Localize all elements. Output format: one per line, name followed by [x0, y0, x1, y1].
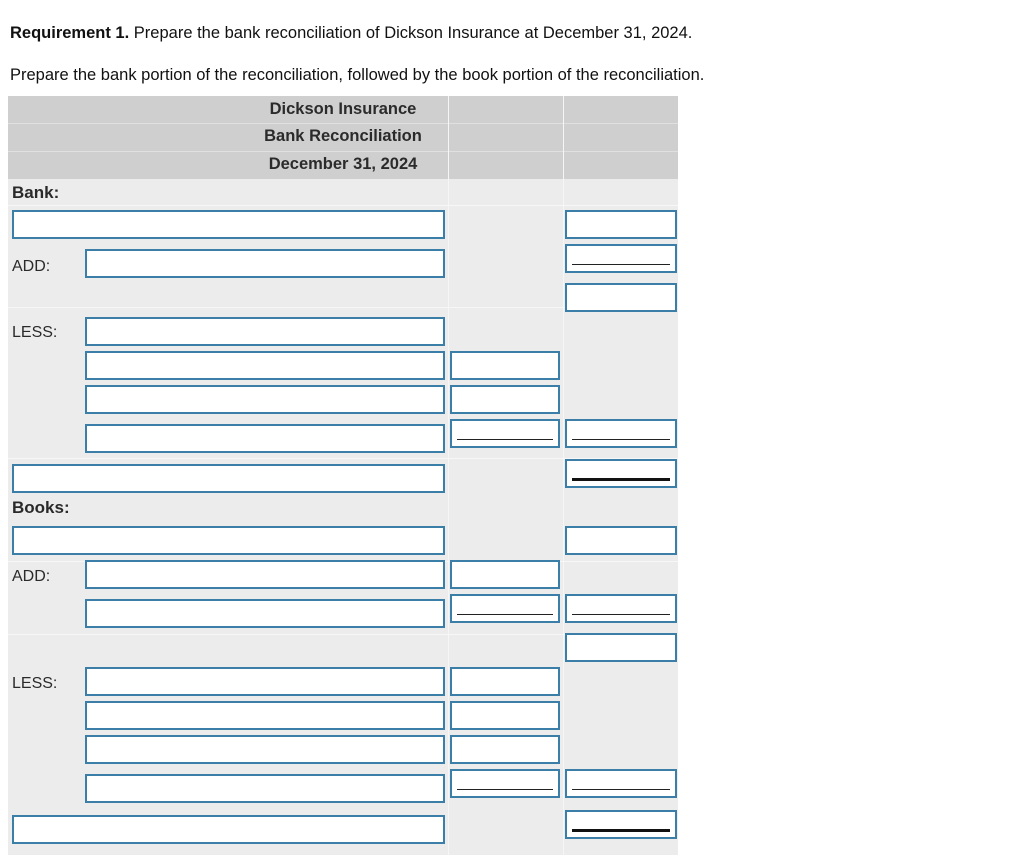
books-less-amount-input-3[interactable] — [450, 735, 560, 764]
book-adjusted-balance-amount-input[interactable] — [565, 810, 677, 839]
books-add-description-input-1[interactable] — [85, 560, 445, 589]
books-less-total-input[interactable] — [565, 769, 677, 798]
statement-date: December 31, 2024 — [268, 155, 418, 173]
books-less-amount-input-4[interactable] — [450, 769, 560, 798]
books-add-amount-input-1[interactable] — [450, 560, 560, 589]
books-less-label: LESS: — [12, 675, 58, 692]
header-divider — [8, 151, 678, 152]
book-adjusted-balance-description-input[interactable] — [12, 815, 445, 844]
books-less-amount-input-2[interactable] — [450, 701, 560, 730]
bank-less-description-input-1[interactable] — [85, 317, 445, 346]
bank-less-label: LESS: — [12, 324, 58, 341]
books-subtotal-input[interactable] — [565, 633, 677, 662]
header-divider — [8, 123, 678, 124]
books-less-description-input-1[interactable] — [85, 667, 445, 696]
books-less-description-input-2[interactable] — [85, 701, 445, 730]
books-add-total-input[interactable] — [565, 594, 677, 623]
books-less-description-input-3[interactable] — [85, 735, 445, 764]
bank-less-description-input-4[interactable] — [85, 424, 445, 453]
books-less-description-input-4[interactable] — [85, 774, 445, 803]
requirement-label: Requirement 1. — [10, 24, 130, 42]
bank-adjusted-balance-amount-input[interactable] — [565, 459, 677, 488]
bank-subtotal-input[interactable] — [565, 283, 677, 312]
bank-less-description-input-3[interactable] — [85, 385, 445, 414]
bank-add-label: ADD: — [12, 258, 51, 275]
book-balance-amount-input[interactable] — [565, 526, 677, 555]
books-add-label: ADD: — [12, 568, 51, 585]
books-add-amount-input-2[interactable] — [450, 594, 560, 623]
bank-adjusted-balance-description-input[interactable] — [12, 464, 445, 493]
bank-add-description-input[interactable] — [85, 249, 445, 278]
bank-less-description-input-2[interactable] — [85, 351, 445, 380]
books-add-description-input-2[interactable] — [85, 599, 445, 628]
book-balance-description-input[interactable] — [12, 526, 445, 555]
books-less-amount-input-1[interactable] — [450, 667, 560, 696]
bank-balance-description-input[interactable] — [12, 210, 445, 239]
bank-less-total-input[interactable] — [565, 419, 677, 448]
requirement-text: Prepare the bank reconciliation of Dickson Insurance at December 31, 2024. — [133, 24, 693, 42]
column-divider — [448, 96, 449, 855]
table-header — [8, 96, 678, 179]
instruction-line: Prepare the bank portion of the reconciliation, followed by the book portion of the reconciliation. — [10, 66, 705, 84]
row-divider — [8, 205, 678, 206]
reconciliation-table — [8, 96, 678, 855]
requirement-line — [10, 24, 692, 43]
bank-less-amount-input-3[interactable] — [450, 385, 560, 414]
statement-title: Bank Reconciliation — [264, 127, 422, 145]
bank-add-amount-input[interactable] — [565, 244, 677, 273]
books-section-label: Books: — [12, 498, 70, 517]
company-name: Dickson Insurance — [269, 100, 417, 118]
bank-section-label: Bank: — [12, 183, 60, 202]
bank-less-amount-input-2[interactable] — [450, 351, 560, 380]
column-divider — [563, 96, 564, 855]
bank-balance-amount-input[interactable] — [565, 210, 677, 239]
bank-less-amount-input-4[interactable] — [450, 419, 560, 448]
